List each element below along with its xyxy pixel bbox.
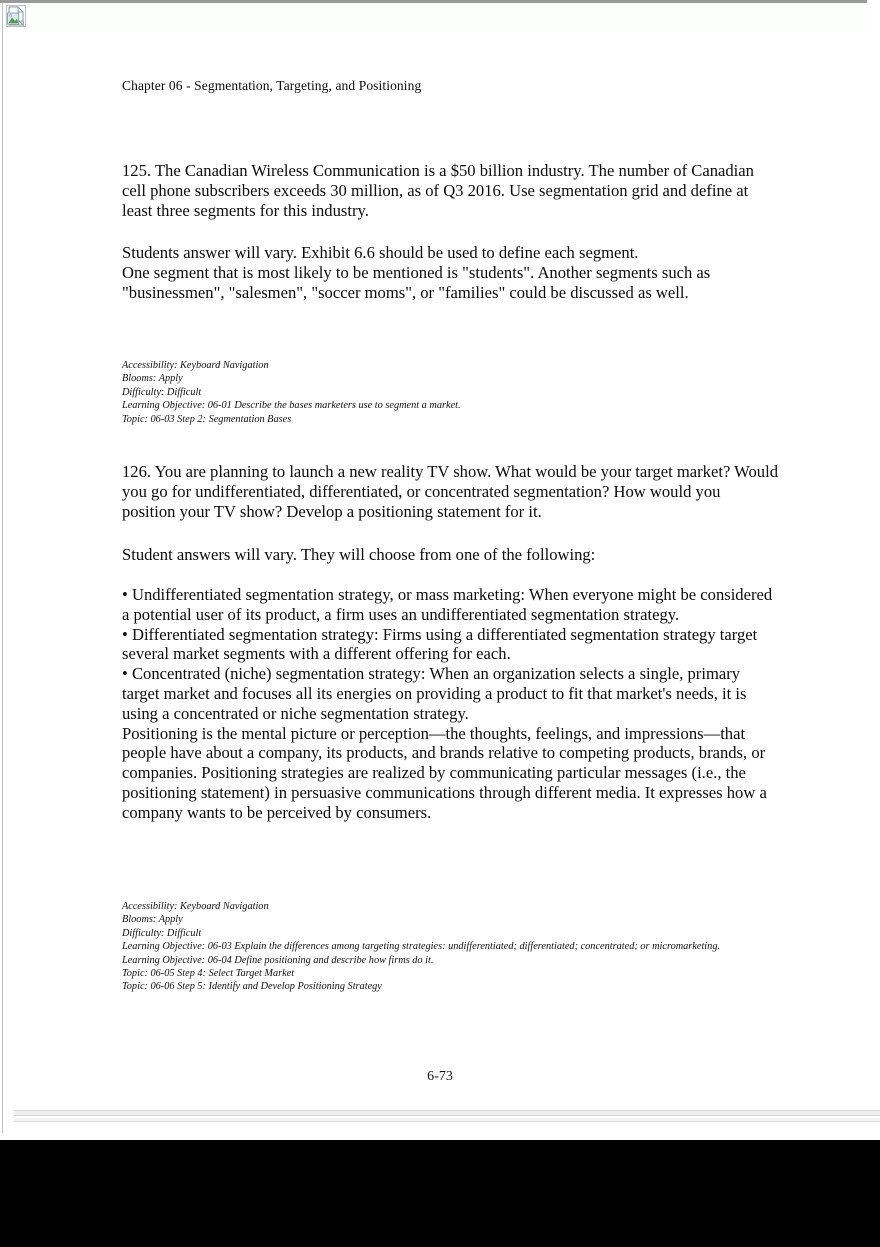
metadata-line: Topic: 06-06 Step 5: Identify and Develop Positioning Strategy	[122, 981, 382, 993]
question-125-answer	[122, 243, 778, 302]
question-125-stem: 125. The Canadian Wireless Communication is a $50 billion industry. The number of Canadian cell phone subscribers exceeds 30 million, as of Q3 2016. Use segmentation grid and define at least three segments for this industry.	[122, 161, 754, 220]
question-126-stem: 126. You are planning to launch a new reality TV show. What would be your target market? Would you go for undifferentiated, differentiated, or concentrated segmentation? How would you position your TV show? Develop a positioning statement for it.	[122, 462, 778, 521]
list-item: • Undifferentiated segmentation strategy, or mass marketing: When everyone might be considered a potential user of its product, a firm uses an undifferentiated segmentation strategy.	[122, 585, 773, 624]
question-126-lead-in: Student answers will vary. They will choose from one of the following:	[122, 545, 596, 564]
running-head: Chapter 06 - Segmentation, Targeting, and Positioning	[122, 78, 422, 93]
closing-paragraph: Positioning is the mental picture or perception—the thoughts, feelings, and impressions—that people have about a company, its products, and brands relative to competing products, brands, or companies. Positioning strategies are realized by communicating particular messages (i.e., the positioning statement) in persuasive communications through different media. It expresses how a company wants to be perceived by consumers.	[122, 723, 767, 822]
metadata-line: Learning Objective: 06-03 Explain the differences among targeting strategies: undifferentiated; differentiated; concentrated; or micromarketing.	[122, 941, 721, 953]
metadata-line: Learning Objective: 06-01 Describe the bases marketers use to segment a market.	[122, 400, 461, 412]
list-item: • Concentrated (niche) segmentation strategy: When an organization selects a single, primary target market and focuses all its energies on providing a product to fit that market's needs, it is using a concentrated or niche segmentation strategy.	[122, 664, 747, 723]
question-126-metadata	[122, 900, 822, 994]
page-folio: 6-73	[427, 1069, 453, 1084]
metadata-line: Accessibility: Keyboard Navigation	[122, 360, 269, 371]
metadata-line: Difficulty: Difficult	[122, 927, 202, 939]
viewer-bottom-divider	[14, 1110, 880, 1116]
answer-line: Students answer will vary. Exhibit 6.6 should be used to define each segment.	[122, 243, 639, 262]
list-item: • Differentiated segmentation strategy: Firms using a differentiated segmentation strategy target several market segments with a different offering for each.	[122, 624, 758, 664]
viewer-bottom-divider-secondary	[14, 1118, 880, 1122]
metadata-line: Accessibility: Keyboard Navigation	[122, 901, 269, 912]
metadata-line: Learning Objective: 06-04 Define positioning and describe how firms do it.	[122, 954, 434, 966]
metadata-line: Topic: 06-05 Step 4: Select Target Market	[122, 968, 295, 980]
metadata-line: Blooms: Apply	[122, 914, 183, 926]
question-125-metadata	[122, 359, 822, 426]
viewer-outer-background	[0, 1140, 880, 1247]
answer-line: One segment that is most likely to be mentioned is "students". Another segments such as "businessmen", "salesmen", "soccer moms", or "families" could be discussed as well.	[122, 262, 711, 302]
metadata-line: Difficulty: Difficult	[122, 386, 202, 398]
question-126-answer	[122, 585, 778, 823]
metadata-line: Blooms: Apply	[122, 373, 183, 385]
metadata-line: Topic: 06-03 Step 2: Segmentation Bases	[122, 413, 292, 425]
